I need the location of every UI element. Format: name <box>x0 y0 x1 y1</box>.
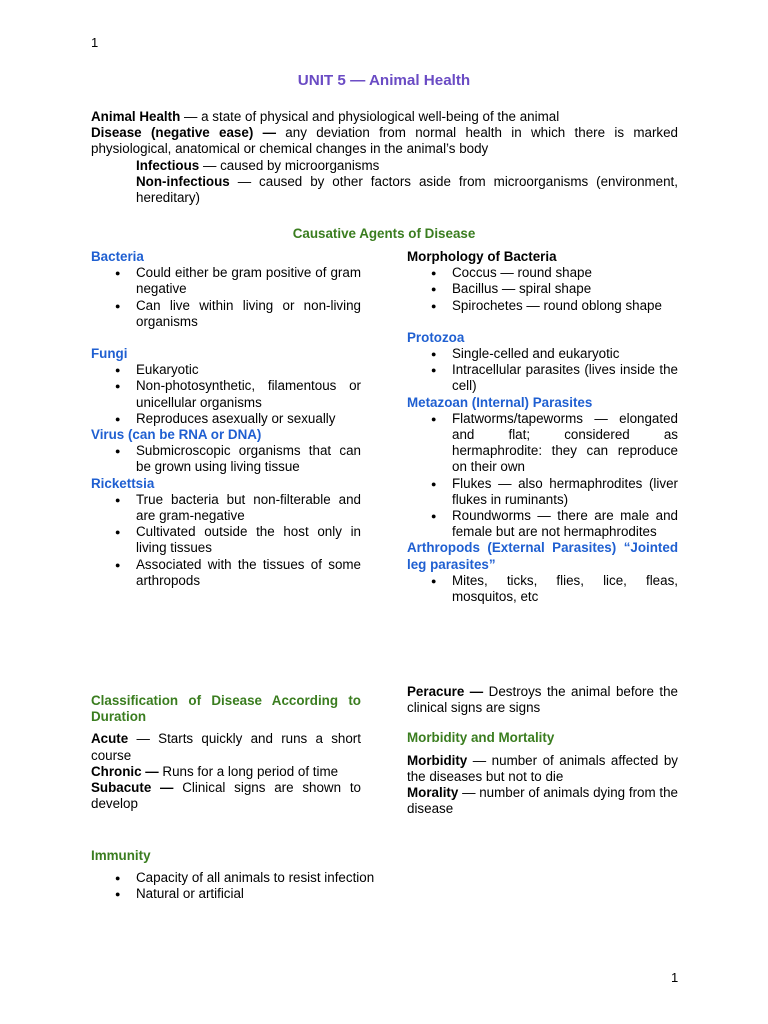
right-column <box>407 249 678 605</box>
list-item: ● Non-photosynthetic, filamentous or unicellular organisms <box>91 378 361 410</box>
metazoan-heading: Metazoan (Internal) Parasites <box>407 394 593 410</box>
bacteria-list <box>91 265 361 330</box>
list-item: ● True bacteria but non-filterable and are gram-negative <box>91 492 361 524</box>
acute-def: — Starts quickly and runs a short course <box>91 731 361 763</box>
noninfectious-term: Non-infectious <box>136 173 230 189</box>
classification-section <box>91 693 361 812</box>
page-number-top: 1 <box>91 35 99 50</box>
acute-term: Acute <box>91 731 129 747</box>
list-item: ● Intracellular parasites (lives inside the cell) <box>407 362 678 394</box>
fungi-list <box>91 362 361 427</box>
list-item: ● Could either be gram positive of gram negative <box>91 265 361 297</box>
disease-definition <box>91 125 678 157</box>
list-item: ● Eukaryotic <box>91 362 361 378</box>
page-title: UNIT 5 — Animal Health <box>297 72 471 89</box>
immunity-section <box>91 848 421 903</box>
morality-definition <box>407 785 678 817</box>
infectious-def: — caused by microorganisms <box>199 157 380 173</box>
disease-def: any deviation from normal health in which there is marked physiological, anatomical or chemical changes in the animal’s body <box>91 125 679 157</box>
morbidity-def: — number of animals affected by the diseases but not to die <box>407 752 678 784</box>
causative-agents-heading: Causative Agents of Disease <box>292 226 476 241</box>
protozoa-heading: Protozoa <box>407 329 465 345</box>
chronic-def: Runs for a long period of time <box>158 763 339 779</box>
rickettsia-list <box>91 492 361 589</box>
subacute-def: Clinical signs are shown to develop <box>91 780 361 812</box>
list-item: ● Bacillus — spiral shape <box>407 281 678 297</box>
morphology-heading: Morphology of Bacteria <box>407 249 557 264</box>
intro-section <box>91 109 678 206</box>
list-item: ● Cultivated outside the host only in living tissues <box>91 524 361 556</box>
rickettsia-heading: Rickettsia <box>91 475 155 491</box>
list-item: ● Reproduces asexually or sexually <box>91 411 361 427</box>
arthropods-heading: Arthropods (External Parasites) “Jointed leg parasites” <box>407 540 678 572</box>
list-item: ● Flukes — also hermaphrodites (liver flukes in ruminants) <box>407 476 678 508</box>
right-lower-section <box>407 684 678 817</box>
list-item: ● Capacity of all animals to resist infection <box>91 870 421 886</box>
immunity-list <box>91 870 421 902</box>
morbidity-heading: Morbidity and Mortality <box>407 730 555 746</box>
virus-heading: Virus (can be RNA or DNA) <box>91 427 262 443</box>
morality-term: Morality <box>407 785 459 801</box>
virus-list <box>91 443 361 475</box>
fungi-heading: Fungi <box>91 346 128 362</box>
acute-definition <box>91 731 361 763</box>
morbidity-term: Morbidity <box>407 752 468 768</box>
subacute-definition <box>91 780 361 812</box>
list-item: ● Mites, ticks, flies, lice, fleas, mosquitos, etc <box>407 573 678 605</box>
morbidity-definition <box>407 753 678 785</box>
list-item: ● Can live within living or non-living organisms <box>91 298 361 330</box>
list-item: ● Coccus — round shape <box>407 265 678 281</box>
list-item: ● Single-celled and eukaryotic <box>407 346 678 362</box>
animal-health-definition <box>91 109 678 125</box>
peracure-term: Peracure — <box>407 684 484 699</box>
morality-def: — number of animals dying from the disease <box>407 785 678 817</box>
disease-term: Disease (negative ease) — <box>91 125 276 141</box>
subacute-term: Subacute — <box>91 780 174 796</box>
chronic-term: Chronic — <box>91 763 159 779</box>
morphology-list <box>407 265 678 314</box>
metazoan-list <box>407 411 678 541</box>
animal-health-term: Animal Health <box>91 109 181 124</box>
peracure-def: Destroys the animal before the clinical signs are signs <box>407 684 679 716</box>
page-number-bottom: 1 <box>671 970 679 985</box>
noninfectious-def: — caused by other factors aside from microorganisms (environment, hereditary) <box>136 173 678 206</box>
bacteria-heading: Bacteria <box>91 249 144 264</box>
infectious-term: Infectious <box>136 157 200 173</box>
list-item: ● Associated with the tissues of some arthropods <box>91 557 361 589</box>
immunity-heading: Immunity <box>91 848 151 863</box>
list-item: ● Roundworms — there are male and female but are not hermaphrodites <box>407 508 678 540</box>
infectious-definition <box>91 158 678 174</box>
noninfectious-definition <box>91 174 678 206</box>
peracure-definition <box>407 684 678 716</box>
animal-health-def: — a state of physical and physiological well-being of the animal <box>180 109 560 124</box>
left-column <box>91 249 361 589</box>
chronic-definition <box>91 764 361 780</box>
list-item: ● Submicroscopic organisms that can be grown using living tissue <box>91 443 361 475</box>
arthropods-list <box>407 573 678 605</box>
classification-heading: Classification of Disease According to Duration <box>91 693 361 725</box>
protozoa-list <box>407 346 678 395</box>
list-item: ● Spirochetes — round oblong shape <box>407 298 678 314</box>
list-item: ● Natural or artificial <box>91 886 421 902</box>
list-item: ● Flatworms/tapeworms — elongated and flat; considered as hermaphrodite: they can reproduce on their own <box>407 411 678 476</box>
